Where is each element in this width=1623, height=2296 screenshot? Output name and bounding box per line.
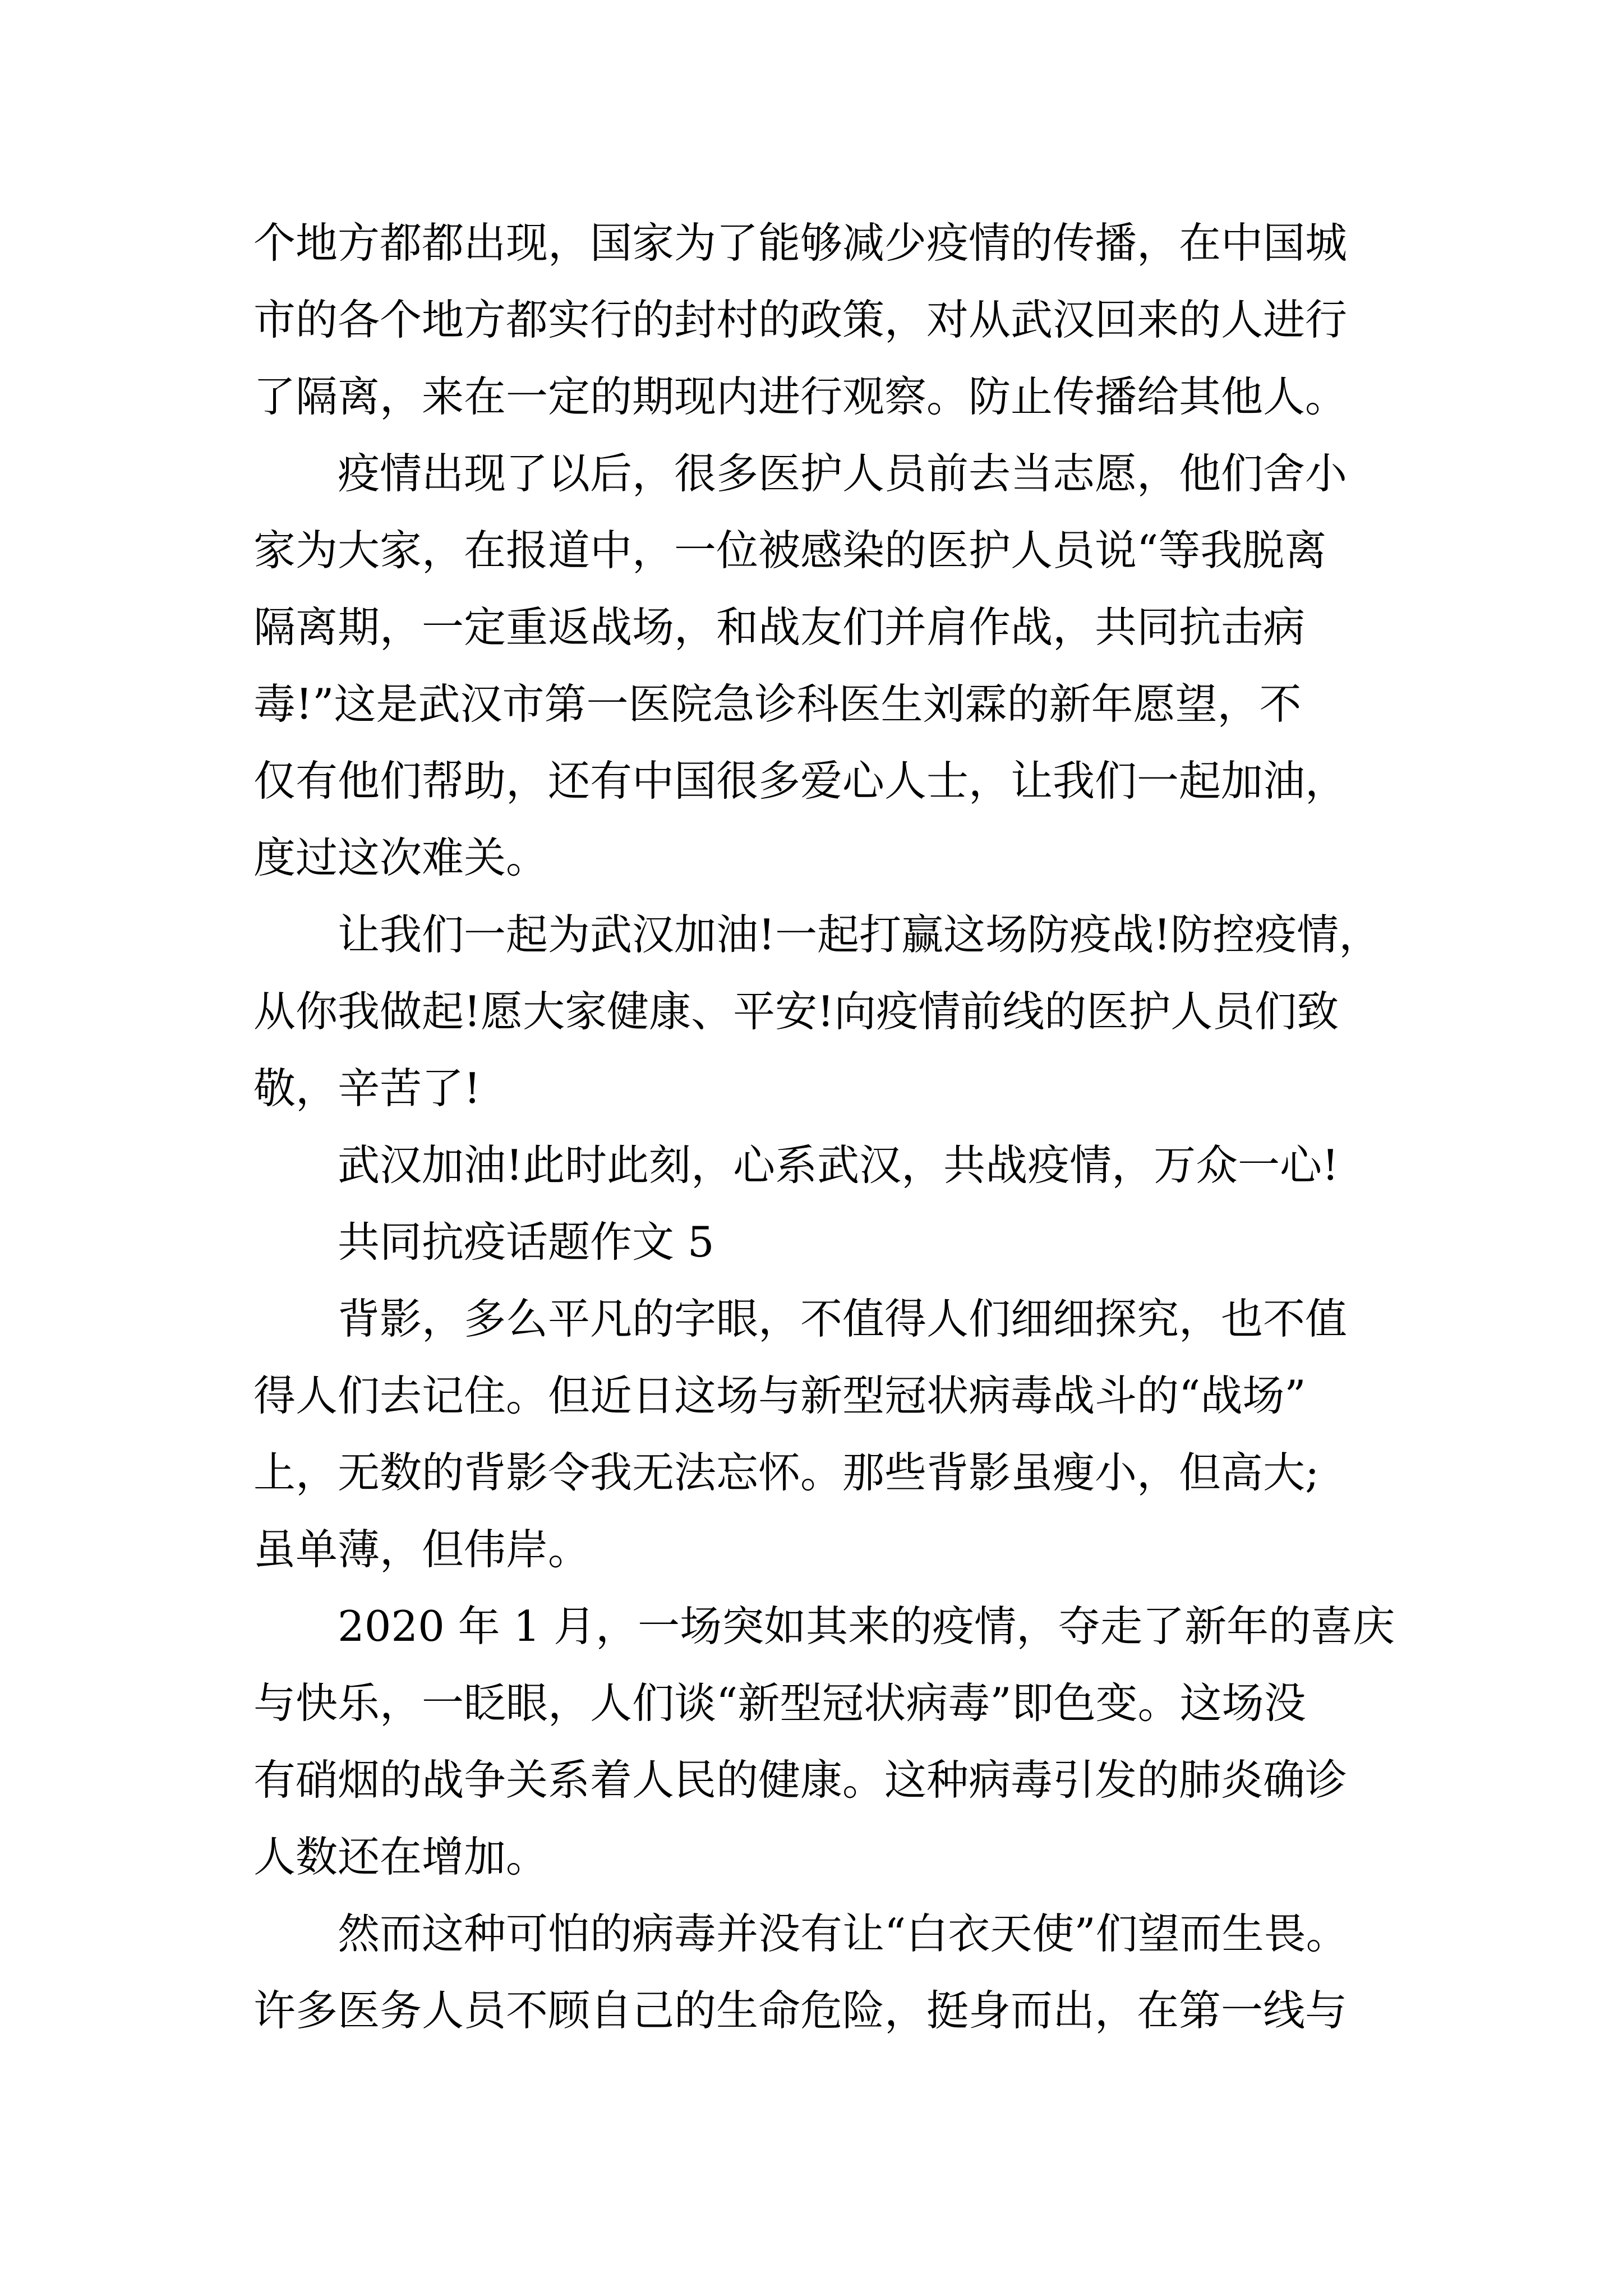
text-line: 疫情出现了以后，很多医护人员前去当志愿，他们舍小 [338, 449, 1348, 498]
text-line: 然而这种可怕的病毒并没有让“白衣天使”们望而生畏。 [338, 1909, 1348, 1958]
text-line: 个地方都都出现，国家为了能够减少疫情的传播，在中国城 [253, 218, 1348, 268]
text-line: 让我们一起为武汉加油!一起打赢这场防疫战!防控疫情， [338, 910, 1381, 959]
text-line: 2020 年 1 月，一场突如其来的疫情，夺走了新年的喜庆 [338, 1602, 1395, 1651]
text-line: 敬，辛苦了! [253, 1064, 481, 1113]
text-line: 了隔离，来在一定的期现内进行观察。防止传播给其他人。 [253, 372, 1348, 421]
text-line: 仅有他们帮助，还有中国很多爱心人士，让我们一起加油， [253, 756, 1348, 806]
text-line: 许多医务人员不顾自己的生命危险，挺身而出，在第一线与 [253, 1986, 1348, 2035]
text-line: 得人们去记住。但近日这场与新型冠状病毒战斗的“战场” [253, 1371, 1306, 1420]
text-line: 度过这次难关。 [253, 833, 548, 882]
text-line: 市的各个地方都实行的封村的政策，对从武汉回来的人进行 [253, 295, 1348, 344]
text-line: 从你我做起!愿大家健康、平安!向疫情前线的医护人员们致 [253, 987, 1339, 1036]
text-line: 上，无数的背影令我无法忘怀。那些背影虽瘦小，但高大; [253, 1448, 1320, 1497]
text-line: 武汉加油!此时此刻，心系武汉，共战疫情，万众一心! [338, 1140, 1339, 1190]
text-line: 有硝烟的战争关系着人民的健康。这种病毒引发的肺炎确诊 [253, 1755, 1348, 1805]
text-line: 人数还在增加。 [253, 1832, 548, 1881]
text-line: 毒!”这是武汉市第一医院急诊科医生刘霖的新年愿望，不 [253, 679, 1302, 729]
section-heading: 共同抗疫话题作文 5 [338, 1217, 714, 1267]
text-line: 与快乐，一眨眼，人们谈“新型冠状病毒”即色变。这场没 [253, 1678, 1306, 1728]
text-line: 背影，多么平凡的字眼，不值得人们细细探究，也不值 [338, 1294, 1348, 1343]
text-line: 家为大家，在报道中，一位被感染的医护人员说“等我脱离 [253, 526, 1327, 575]
text-line: 隔离期，一定重返战场，和战友们并肩作战，共同抗击病 [253, 602, 1306, 652]
text-line: 虽单薄，但伟岸。 [253, 1525, 591, 1574]
